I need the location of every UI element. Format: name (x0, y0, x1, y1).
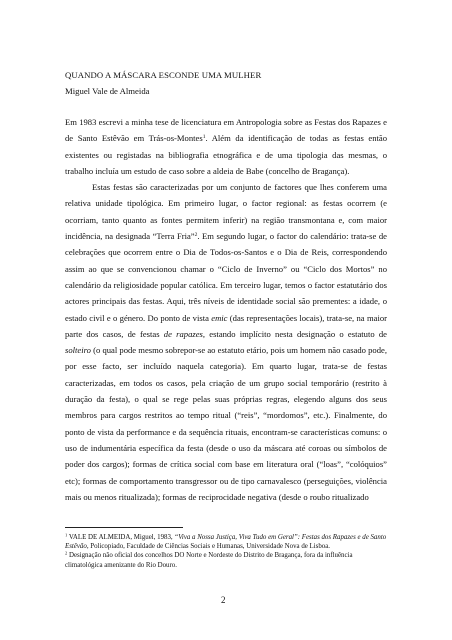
text-segment: . Em segundo lugar, o factor do calendário: trata-se de celebrações que ocorrem entre o Dia de Todos-os-Santos e o Dia de Reis, correspondendo assim ao que se convencionou chamar o “Ciclo de Inverno” ou “Ciclo dos Mortos” no calendário da religiosidade popular católica. Em terceiro lugar, temos o factor estatutário dos actores principais das festas. Aqui, três níveis de identidade social são prementes: a idade, o estado civil e o género. Do ponto de vista (65, 231, 387, 323)
article-author: Miguel Vale de Almeida (65, 86, 150, 96)
text-segment: solteiro (65, 345, 91, 356)
footnote-1 (65, 533, 387, 551)
footnote-marker: 2 (65, 550, 68, 556)
text-segment: Em 1983 escrevi a minha tese de licenciatura em Antropologia sobre as Festas dos Rapazes e de Santo Estêvão em Trás-os-Montes (65, 117, 387, 144)
footnote-2 (65, 551, 387, 569)
text-segment: Designação não oficial dos concelhos DO Norte e Nordeste do Distrito de Bragança, fora da influência climatológica amenizante do Rio Douro. (65, 552, 353, 569)
text-segment: (das representações locais), trata-se, na maior parte dos casos, de festas (65, 312, 387, 339)
page-number: 2 (221, 595, 226, 605)
footnote-marker: 1 (65, 532, 68, 538)
text-segment: , Policopiado, Faculdade de Ciências Sociais e Humanas, Universidade Nova de Lisboa. (86, 543, 331, 551)
paragraph-2 (65, 179, 387, 505)
text-segment: emic (211, 312, 228, 323)
text-segment: VALE DE ALMEIDA, Miguel, 1983, (67, 534, 175, 541)
footnote-marker: 1 (202, 134, 206, 141)
body-text (65, 114, 387, 505)
text-segment: . Além da identificação de todas as festas então existentes ou registadas na bibliografia etnográfica e de uma tipologia das mesmas, o trabalho incluía um estudo de caso sobre a aldeia de Babe (concelho de Bragança). (65, 133, 387, 176)
text-segment: “Viva a Nossa Justiça, Viva Tudo em Geral”: Festas dos Rapazes e de Santo Estêvão (65, 534, 387, 551)
paragraph-1 (65, 114, 387, 179)
footnotes (65, 533, 387, 570)
footnote-marker: 2 (194, 232, 198, 239)
text-segment: , estando implícito nesta designação o estatuto de (202, 328, 387, 339)
article-title: QUANDO A MÁSCARA ESCONDE UMA MULHER (65, 70, 262, 80)
text-segment: Estas festas são caracterizadas por um conjunto de factores que lhes conferem uma relativa unidade tipológica. Em primeiro lugar, o factor regional: as festas ocorrem (e ocorriam, tanto quanto as fontes permitem inferir) na região transmontana e, com maior incidência, na designada “Terra Fria” (65, 182, 387, 242)
text-segment: de rapazes (163, 328, 203, 339)
text-segment: (o qual pode mesmo sobrepor-se ao estatuto etário, pois um homem não casado pode, por esse facto, ser incluído naquela categoria). Em quarto lugar, trata-se de festas caracterizadas, em todos os casos, pela criação de um grupo social temporário (restrito à duração da festa), o qual se rege pelas suas próprias regras, elegendo alguns dos seus membros para cargos restritos ao tempo ritual (“reis”, “mordomos”, etc.). Finalmente, do ponto de vista da performance e da sequência rituais, encontram-se características comuns: o uso de indumentária específica da festa (desde o uso da máscara até coroas ou símbolos de poder dos cargos); formas de crítica social com base em literatura oral (“loas”, “colóquios” etc); formas de comportamento transgressor ou de tipo carnavalesco (perseguições, violência mais ou menos ritualizada); formas de reciprocidade negativa (desde o roubo ritualizado (65, 345, 387, 502)
footnote-divider (65, 527, 183, 528)
